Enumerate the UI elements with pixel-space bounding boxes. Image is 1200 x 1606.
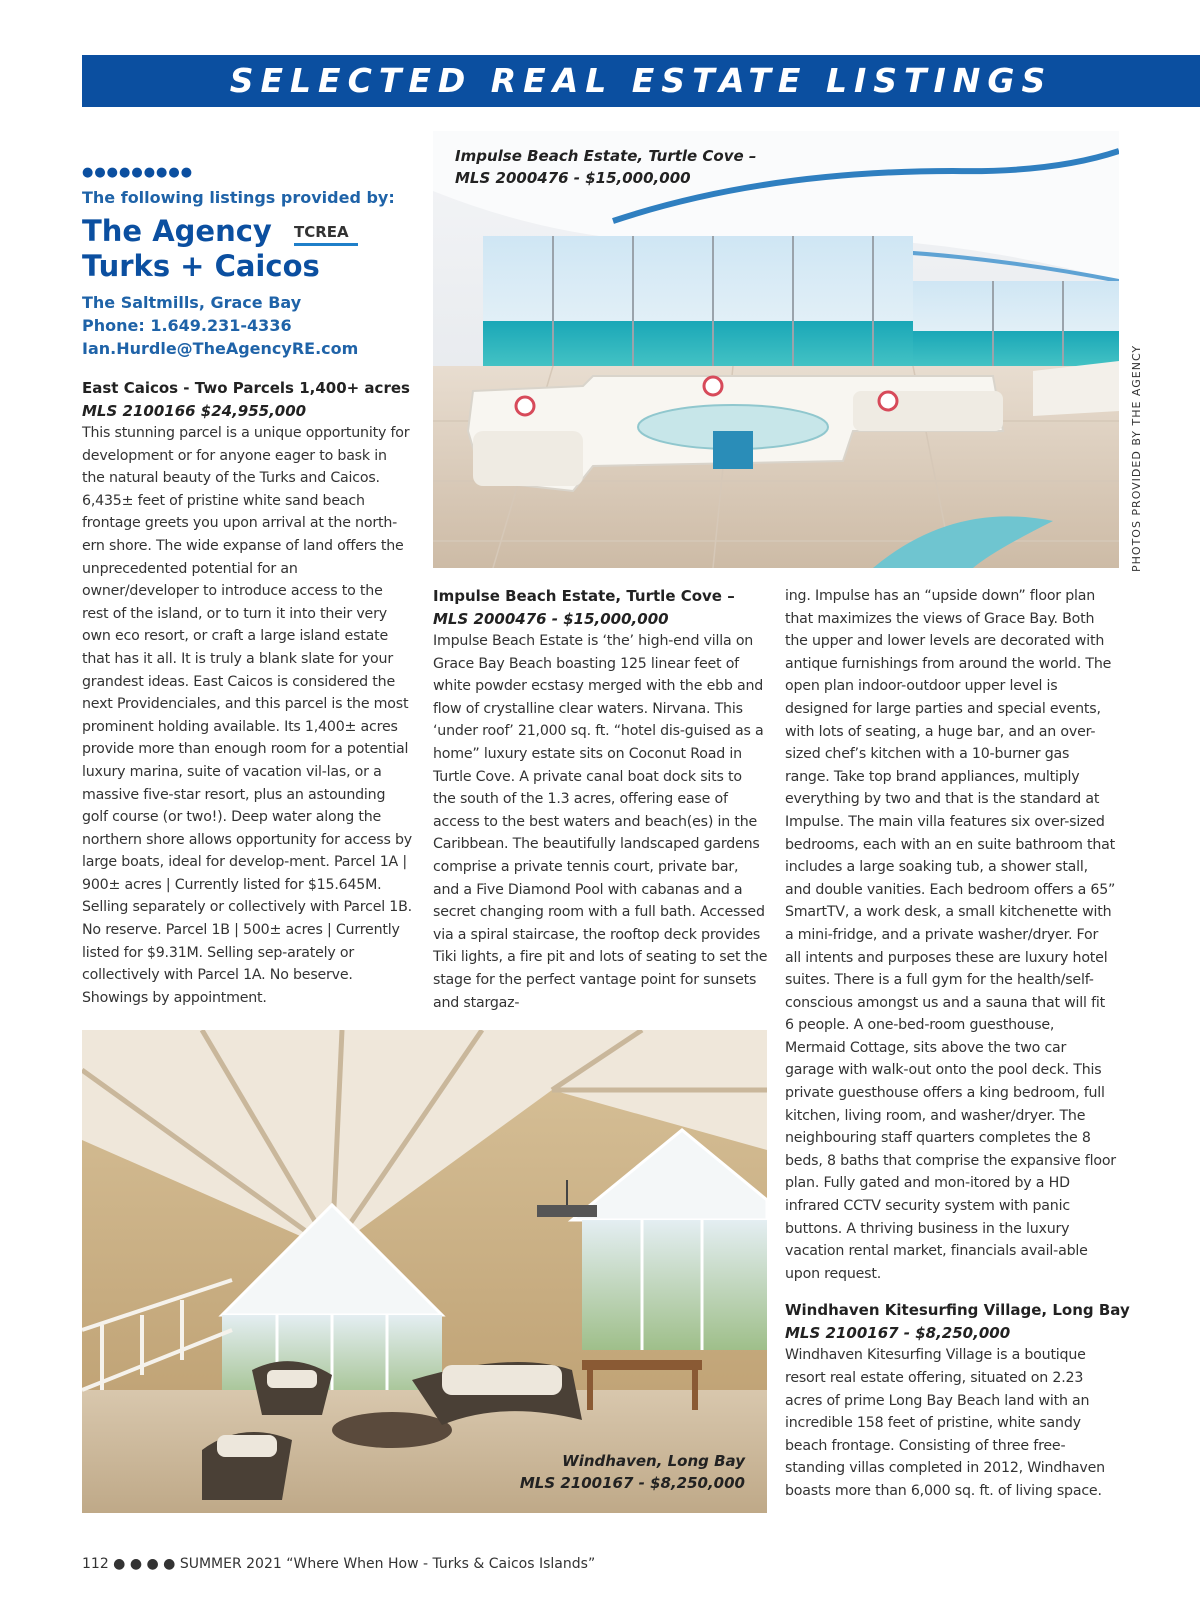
right-column — [785, 585, 1130, 1503]
tcrea-logo: TCREA — [294, 223, 358, 246]
agency-address: The Saltmills, Grace Bay — [82, 293, 302, 312]
listing-title: East Caicos - Two Parcels 1,400+ acres — [82, 379, 410, 397]
caption-line1: Impulse Beach Estate, Turtle Cove – — [455, 147, 757, 165]
windhaven-listing-mls: MLS 2100167 - $8,250,000 — [785, 1323, 1011, 1342]
agency-name-line1: The Agency — [82, 214, 272, 248]
page-banner: SELECTED REAL ESTATE LISTINGS — [82, 55, 1200, 107]
impulse-listing — [433, 585, 768, 1014]
listing-title: Impulse Beach Estate, Turtle Cove – — [433, 587, 735, 605]
listing-body: This stunning parcel is a unique opportunity for development or for anyone eager to bask in the natural beauty of the Turks and Caicos. 6,435± feet of pristine white sand beach frontage greets you upon arrival at the north-ern shore. The wide expanse of land offers the unprecedented potential for an owner/developer to introduce access to the rest of the island, or to turn it into their very own eco resort, or craft a large island estate that has it all. It is truly a blank slate for your grandest ideas. East Caicos is considered the next Providenciales, and this parcel is the most prominent holding available. Its 1,400± acres provide more than enough room for a potential luxury marina, suite of vacation vil-las, or a massive five-star resort, plus an astounding golf course (or two!). Deep water along the northern shore allows opportunity for access by large boats, ideal for develop-ment. Parcel 1A | 900± acres | Currently listed for $15.645M. Selling separately or collectively with Parcel 1B. No reserve. Parcel 1B | 500± acres | Currently listed for $9.31M. Selling sep-arately or collectively with Parcel 1A. No beserve. Showings by appointment. — [82, 425, 412, 1006]
windhaven-listing-title: Windhaven Kitesurfing Village, Long Bay — [785, 1301, 1130, 1320]
windhaven-listing-body: Windhaven Kitesurfing Village is a boutique resort real estate offering, situated on 2.23 acres of prime Long Bay Beach land with an incredible 158 feet of pristine, white sandy beach frontage. Consisting of three free-standing villas completed in 2012, Windhaven boasts more than 6,000 sq. ft. of living space. — [785, 1347, 1105, 1499]
listing-mls: MLS 2100166 $24,955,000 — [82, 401, 307, 420]
vaulted-room-illustration — [82, 1030, 767, 1513]
agency-email-link[interactable]: Ian.Hurdle@TheAgencyRE.com — [82, 339, 359, 358]
provided-by-label: The following listings provided by: — [82, 188, 395, 207]
impulse-body-continued: ing. Impulse has an “upside down” floor plan that maximizes the views of Grace Bay. Both the upper and lower levels are decorated with antique furnishings from around the world. The open plan indoor-outdoor upper level is designed for large parties and special events, with lots of seating, a huge bar, and an over-sized chef’s kitchen with a 10-burner gas range. Take top brand appliances, multiply everything by two and that is the standard at Impulse. The main villa features six over-sized bedrooms, each with an en suite bathroom that includes a large soaking tub, a shower stall, and double vanities. Each bedroom offers a 65” SmartTV, a work desk, a small kitchenette with a mini-fridge, and a private washer/dryer. For all intents and purposes these are luxury hotel suites. There is a full gym for the health/self-conscious amongst us and a sauna that will fit 6 people. A one-bed-room guesthouse, Mermaid Cottage, sits above the two car garage with walk-out onto the pool deck. This private guesthouse offers a king bedroom, full kitchen, living room, and washer/dryer. The neighbouring staff quarters completes the 8 beds, 8 baths that comprise the expansive floor plan. Fully gated and mon-itored by a HD infrared CCTV security system with panic buttons. A thriving business in the luxury vacation rental market, financials avail-able upon request. — [785, 588, 1116, 1282]
agency-contact — [82, 291, 358, 360]
caption-line1: Windhaven, Long Bay — [562, 1452, 745, 1470]
decorative-dots: ●●●●●●●●● — [82, 165, 194, 180]
listing-body: Impulse Beach Estate is ‘the’ high-end villa on Grace Bay Beach boasting 125 linear feet of white powder ecstasy merged with the ebb and flow of crystalline clear waters. Nirvana. This ‘under roof’ 21,000 sq. ft. “hotel dis-guised as a home” luxury estate sits on Coconut Road in Turtle Cove. A private canal boat dock sits to the south of the 1.3 acres, offering ease of access to the best waters and beach(es) in the Caribbean. The beautifully landscaped gardens comprise a private tennis court, private bar, and a Five Diamond Pool with cabanas and a secret changing room with a full bath. Accessed via a spiral staircase, the rooftop deck provides Tiki lights, a fire pit and lots of seating to set the stage for the perfect vantage point for sunsets and stargaz- — [433, 633, 768, 1011]
windhaven-photo-caption — [520, 1450, 745, 1494]
listing-mls: MLS 2000476 - $15,000,000 — [433, 609, 669, 628]
east-caicos-listing — [82, 377, 412, 1009]
agency-phone[interactable]: Phone: 1.649.231-4336 — [82, 316, 292, 335]
caption-line2: MLS 2100167 - $8,250,000 — [519, 1474, 745, 1492]
impulse-beach-photo — [433, 131, 1119, 568]
living-room-illustration — [433, 131, 1119, 568]
windhaven-photo — [82, 1030, 767, 1513]
agency-name-line2: Turks + Caicos — [82, 249, 320, 283]
caption-line2: MLS 2000476 - $15,000,000 — [455, 169, 691, 187]
impulse-photo-caption — [455, 145, 756, 189]
photo-credit: PHOTOS PROVIDED BY THE AGENCY — [1130, 344, 1143, 572]
page-footer: 112 ● ● ● ● SUMMER 2021 “Where When How - Turks & Caicos Islands” — [82, 1556, 596, 1572]
